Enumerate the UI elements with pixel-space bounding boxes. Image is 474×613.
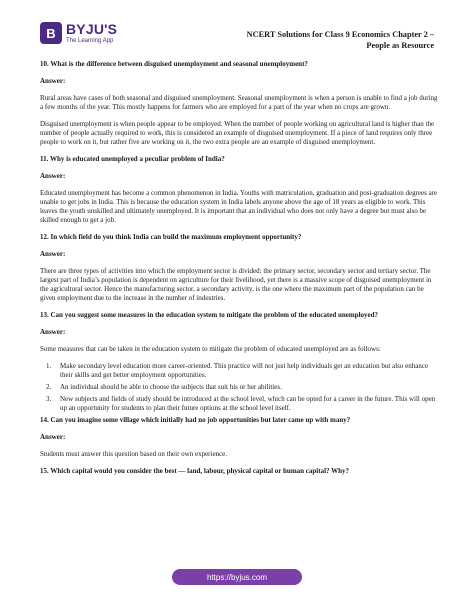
answer-10-paragraph-1: Rural areas have cases of both seasonal and disguised unemployment. Seasonal unemployment is when a person is unable to find a job during a few months of the year. This mostly happens for farmers who are employed for a part of the year when no crops are grown. [40,94,438,111]
list-item [40,362,438,380]
list-item-text: New subjects and fields of study should be introduced at the school level, which can be opted for a career in the future. This will open up an opportunity for students to plan their future options at the school level itself. [60,395,436,412]
answer-11-paragraph-1: Educated unemployment has become a common phenomenon in India. Youths with matriculation, graduation and post-graduation degrees are unable to get jobs in India. This is because the education system in India labels anyone above the age of 18 years as eligible to work. This leaves the youth unskilled and ultimately unemployed. It is important that an individual who does not only have a degree but must also be skilled enough to get a job. [40,189,438,224]
document-title [247,29,434,51]
page-content [40,60,438,484]
answer-label-11: Answer: [40,172,66,180]
answer-10-paragraph-2: Disguised unemployment is when people appear to be employed. When the number of people working on agricultural land is higher than the number of people actually required to work, this is considered an example of disguised unemployment. If a piece of land requires only three people to work on it, but rather five are working on it, the two extra people are an example of disguised unemployment. [40,120,435,146]
answer-label-12: Answer: [40,250,66,258]
answer-12-paragraph-1: There are three types of activities into which the employment sector is divided: the primary sector, secondary sector and tertiary sector. The largest part of India’s population is dependent on agriculture for their livelihood, yet there is a massive scope of disguised unemployment in the agricultural sector. Hence the manufacturing sector, a secondary activity, is the one where the maximum part of the population can be given employment due to the increase in the number of industries. [40,267,432,302]
document-title-line1: NCERT Solutions for Class 9 Economics Chapter 2 – [246,30,434,39]
document-title-line2: People as Resource [366,41,434,50]
answer-label-14: Answer: [40,433,66,441]
answer-13-paragraph-1: Some measures that can be taken in the education system to mitigate the problem of educated unemployed are as follows: [40,345,381,353]
answer-label-10: Answer: [40,77,66,85]
answer-14-paragraph-1: Students must answer this question based on their own experience. [40,450,228,458]
answer-label-13: Answer: [40,328,66,336]
question-13: 13. Can you suggest some measures in the education system to mitigate the problem of the educated unemployed? [40,311,379,319]
measures-list [40,362,438,413]
logo-mark-icon: B [40,22,62,44]
question-12: 12. In which field do you think India can build the maximum employment opportunity? [40,233,302,241]
logo-tagline: The Learning App [66,38,114,44]
list-item-number: 3. [46,395,52,403]
question-11: 11. Why is educated unemployed a peculiar problem of India? [40,155,225,163]
page-header [0,0,474,60]
question-15: 15. Which capital would you consider the best — land, labour, physical capital or human capital? Why? [40,467,350,475]
question-14: 14. Can you imagine some village which initially had no job opportunities but later came up with many? [40,416,351,424]
list-item [40,383,438,392]
logo-brand: BYJU'S [66,21,118,37]
list-item-text: An individual should be able to choose the subjects that suit his or her abilities. [60,383,282,391]
list-item-number: 1. [46,362,52,370]
byjus-logo [40,22,117,44]
list-item [40,395,438,413]
list-item-number: 2. [46,383,52,391]
footer-url-link[interactable]: https://byjus.com [172,569,302,585]
list-item-text: Make secondary level education more career-oriented. This practice will not just help individuals get an education but also enhance their skills and get better employment opportunities. [60,362,429,379]
logo-text [66,22,117,44]
question-10: 10. What is the difference between disguised unemployment and seasonal unemployment? [40,60,308,68]
